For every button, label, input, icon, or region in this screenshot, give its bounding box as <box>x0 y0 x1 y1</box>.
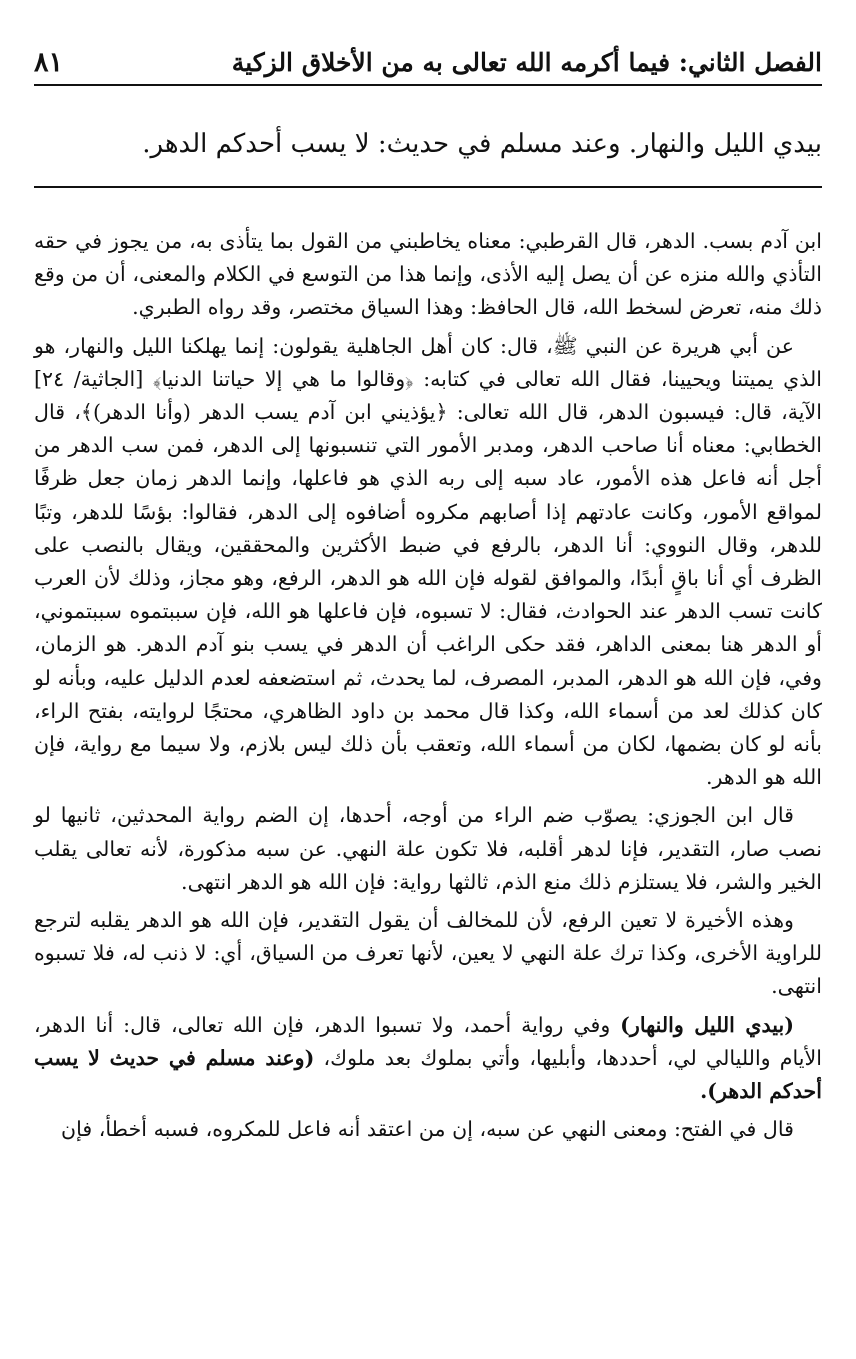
chapter-title: الفصل الثاني: فيما أكرمه الله تعالى به من الأخلاق الزكية <box>231 47 822 77</box>
commentary-paragraph-4: وهذه الأخيرة لا تعين الرفع، لأن للمخالف أن يقول التقدير، فإن الله هو الدهر يقلبه لترجع للراوية الأخرى، وكذا ترك علة النهي لا يعين، لأنها تعرف من السياق، أي: لا ذنب له، فلا تسبوه انتهى. <box>34 908 822 999</box>
page-number: ٨١ <box>34 46 64 78</box>
commentary-paragraph-3: قال ابن الجوزي: يصوّب ضم الراء من أوجه، أحدها، إن الضم رواية المحدثين، ثانيها لو نصب صار، التقدير، فإنا لدهر أقلبه، فلا تكون علة النهي. عن سبه مذكورة، لأنه تعالى يقلب الخير والشر، فلا يستلزم ذلك منع الذم، ثالثها رواية: فإن الله هو الدهر انتهى. <box>34 803 822 894</box>
commentary-paragraph-5 <box>34 1009 822 1109</box>
quoted-matn-1: (بيدي الليل والنهار) <box>620 1012 794 1037</box>
commentary-paragraph-1: ابن آدم بسب. الدهر، قال القرطبي: معناه يخاطبني من القول بما يتأذى به، من يجوز في حقه التأذي والله منزه عن أن يصل إليه الأذى، وإنما هذا من التوسع في الكلام والمعنى، أن من وقع ذلك منه، تعرض لسخط الله، قال الحافظ: وهذا السياق مختصر، وقد رواه الطبري. <box>34 229 822 320</box>
quoted-matn-2: (وعند مسلم في حديث لا يسب أحدكم الدهر). <box>34 1045 822 1104</box>
main-text: بيدي الليل والنهار. وعند مسلم في حديث: لا يسب أحدكم الدهر. <box>142 129 822 159</box>
separator-rule <box>34 186 822 188</box>
commentary <box>34 225 822 1151</box>
commentary-paragraph-2: عن أبي هريرة عن النبي ﷺ، قال: كان أهل الجاهلية يقولون: إنما يهلكنا الليل والنهار، هو الذي يميتنا ويحيينا، فقال الله تعالى في كتابه: ﴿وقالوا ما هي إلا حياتنا الدنيا﴾ [الجاثية/ ٢٤] الآية، قال: فيسبون الدهر، قال الله تعالى: ﴿يؤذيني ابن آدم يسب الدهر (وأنا الدهر)﴾، قال الخطابي: معناه أنا صاحب الدهر، ومدبر الأمور التي تنسبونها إلى الدهر، فمن سب الدهر من أجل أنه فاعل هذه الأمور، عاد سبه إلى ربه الذي هو فاعلها، وإنما الدهر زمان جعل ظرفًا لمواقع الأمور، وكانت عادتهم إذا أصابهم مكروه أضافوه إلى الدهر، فقالوا: بؤسًا للدهر، وتبًا للدهر، وقال النووي: أنا الدهر، بالرفع في ضبط الأكثرين والمحققين، ويقال بالنصب على الظرف أي أنا باقٍ أبدًا، والموافق لقوله فإن الله هو الدهر، الرفع، وهو مجاز، وذلك لأن العرب كانت تسب الدهر عند الحوادث، فقال: لا تسبوه، فإن فاعلها هو الله، فإن سببتموه سببتموني، أو الدهر هنا بمعنى الداهر، فقد حكى الراغب أن الدهر في يسب بنو آدم الدهر. هو الزمان، وفي، فإن الله هو الدهر، المدبر، المصرف، لما يحدث، ثم استضعفه لعدم الدليل عليه، وبأنه لو كان كذلك لعد من أسماء الله، وكذا قال محمد بن داود الظاهري، محتجًا لروايته، بفتح الراء، بأنه لو كان بضمها، لكان من أسماء الله، وتعقب بأن ذلك ليس بلازم، ولا سيما مع رواية، فإن الله هو الدهر. <box>34 333 823 790</box>
commentary-paragraph-6: قال في الفتح: ومعنى النهي عن سبه، إن من اعتقد أنه فاعل للمكروه، فسبه أخطأ، فإن <box>60 1117 794 1142</box>
commentary-text: وفي رواية أحمد، ولا تسبوا الدهر، فإن الله تعالى، قال: أنا الدهر، الأيام والليالي لي، أحددها، وأبليها، وأتي بملوك بعد ملوك، <box>34 1012 822 1070</box>
page-header <box>34 40 822 86</box>
